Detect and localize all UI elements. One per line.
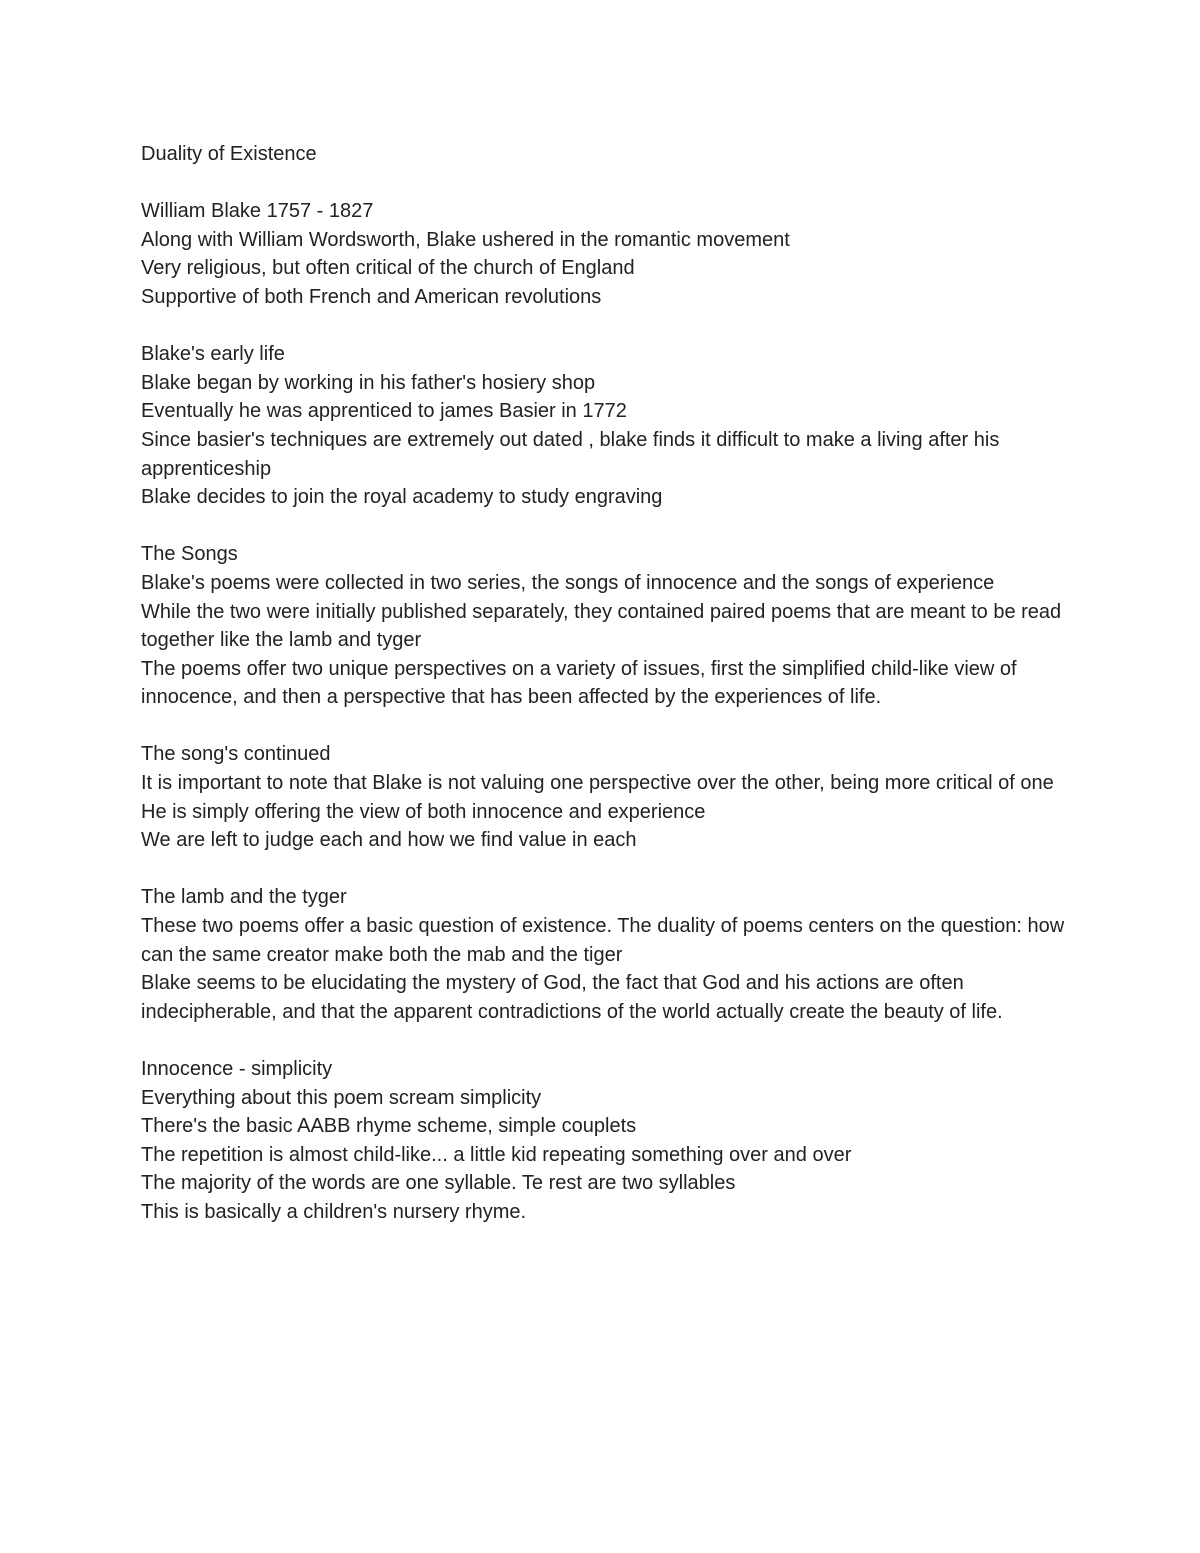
- section-the-songs: [141, 540, 1066, 712]
- section-heading: The lamb and the tyger: [141, 886, 347, 909]
- section-line: Blake decides to join the royal academy to study engraving: [141, 486, 663, 509]
- section-line: Supportive of both French and American revolutions: [141, 285, 602, 308]
- section-line: The poems offer two unique perspectives on a variety of issues, first the simplified child-like view of innocence, and then a perspective that has been affected by the experiences of life.: [141, 657, 1017, 709]
- section-innocence-simplicity: [141, 1055, 1066, 1227]
- section-line: Blake seems to be elucidating the mystery of God, the fact that God and his actions are often indecipherable, and that the apparent contradictions of the world actually create the beauty of life.: [141, 972, 1003, 1023]
- section-heading: William Blake 1757 - 1827: [141, 200, 374, 223]
- section-heading: The song's continued: [141, 743, 331, 766]
- section-heading: Innocence - simplicity: [141, 1058, 333, 1080]
- section-line: Since basier's techniques are extremely out dated , blake finds it difficult to make a living after his apprenticeship: [141, 428, 1000, 480]
- document-title: Duality of Existence: [141, 143, 317, 165]
- section-line: The majority of the words are one syllable. Te rest are two syllables: [141, 1172, 736, 1195]
- section-songs-continued: [141, 740, 1066, 854]
- section-line: While the two were initially published separately, they contained paired poems that are meant to be read together like the lamb and tyger: [141, 600, 1062, 652]
- section-line: Eventually he was apprenticed to james Basier in 1772: [141, 400, 627, 423]
- section-lamb-and-tyger: [141, 883, 1066, 1026]
- section-line: Along with William Wordsworth, Blake ushered in the romantic movement: [141, 228, 790, 251]
- section-heading: The Songs: [141, 543, 238, 566]
- section-line: This is basically a children's nursery rhyme.: [141, 1200, 527, 1223]
- section-line: Everything about this poem scream simplicity: [141, 1086, 542, 1109]
- section-line: We are left to judge each and how we find value in each: [141, 829, 637, 852]
- document-page: [141, 140, 1066, 1255]
- section-line: Blake's poems were collected in two series, the songs of innocence and the songs of experience: [141, 571, 995, 594]
- section-line: There's the basic AABB rhyme scheme, simple couplets: [141, 1115, 637, 1138]
- section-heading: Blake's early life: [141, 343, 285, 366]
- section-line: The repetition is almost child-like... a little kid repeating something over and over: [141, 1143, 852, 1166]
- section-william-blake: [141, 197, 1066, 311]
- section-line: It is important to note that Blake is not valuing one perspective over the other, being more critical of one: [141, 772, 1054, 795]
- section-line: These two poems offer a basic question of existence. The duality of poems centers on the question: how can the same creator make both the mab and the tiger: [141, 915, 1065, 966]
- section-line: He is simply offering the view of both innocence and experience: [141, 800, 706, 823]
- section-line: Blake began by working in his father's hosiery shop: [141, 371, 596, 394]
- section-line: Very religious, but often critical of the church of England: [141, 257, 635, 280]
- section-early-life: [141, 340, 1066, 512]
